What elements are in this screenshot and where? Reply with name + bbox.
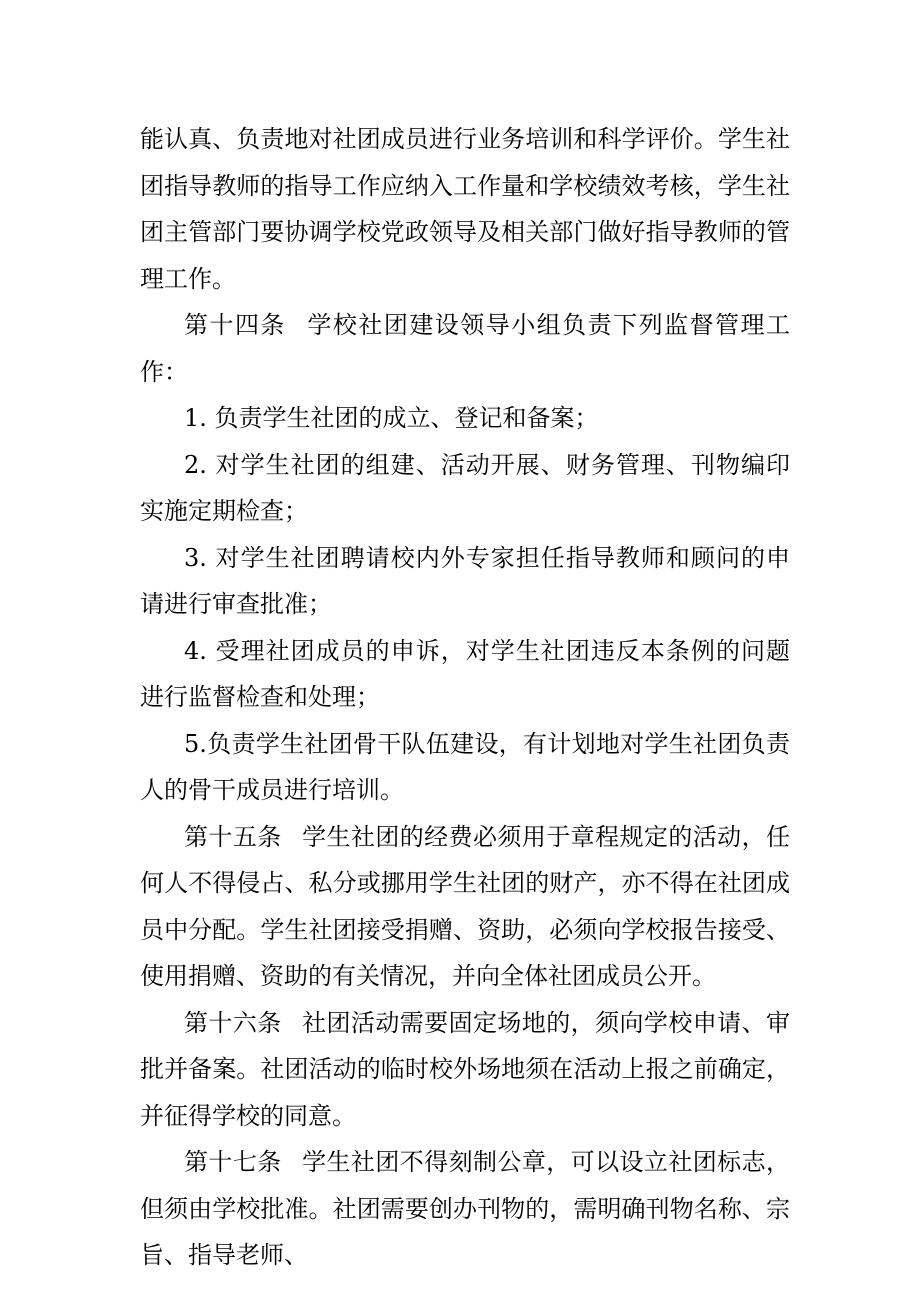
list-item-2 <box>140 442 790 535</box>
paragraph-text: 社团活动需要固定场地的，须向学校申请、审批并备案。社团活动的临时校外场地须在活动上报之前确定，并征得学校的同意。 <box>140 1008 791 1130</box>
list-item-4 <box>140 628 790 721</box>
article-17 <box>140 1139 790 1279</box>
paragraph-text: 能认真、负责地对社团成员进行业务培训和科学评价。学生社团指导教师的指导工作应纳入工作量和学校绩效考核，学生社团主管部门要协调学校党政领导及相关部门做好指导教师的管理工作。 <box>140 125 790 293</box>
article-number: 第十六条 <box>184 1008 282 1037</box>
paragraph-text: 2. 对学生社团的组建、活动开展、财务管理、刊物编印实施定期检查； <box>140 450 790 525</box>
paragraph-text: 1. 负责学生社团的成立、登记和备案； <box>184 404 599 432</box>
paragraph-text: 4. 受理社团成员的申诉，对学生社团违反本条例的问题进行监督检查和处理； <box>140 636 790 711</box>
article-number: 第十五条 <box>184 822 282 851</box>
list-item-5 <box>140 721 790 814</box>
paragraph-text: 学生社团的经费必须用于章程规定的活动，任何人不得侵占、私分或挪用学生社团的财产，亦不得在社团成员中分配。学生社团接受捐赠、资助，必须向学校报告接受、使用捐赠、资助的有关情况，并向全体社团成员公开。 <box>140 822 791 990</box>
article-number: 第十四条 <box>184 311 286 339</box>
paragraph-text: 3. 对学生社团聘请校内外专家担任指导教师和顾问的申请进行审查批准； <box>140 543 790 618</box>
paragraph-continuation <box>140 116 790 302</box>
paragraph-text: 学生社团不得刻制公章，可以设立社团标志，但须由学校批准。社团需要创办刊物的，需明确刊物名称、宗旨、指导老师、 <box>140 1148 791 1269</box>
paragraph-text: 学校社团建设领导小组负责下列监督管理工作： <box>140 311 791 386</box>
paragraph-text: 5.负责学生社团骨干队伍建设，有计划地对学生社团负责人的骨干成员进行培训。 <box>140 729 790 804</box>
document-page <box>140 116 790 1279</box>
list-item-3 <box>140 535 790 628</box>
list-item-1 <box>140 395 790 442</box>
article-15 <box>140 814 790 1000</box>
article-number: 第十七条 <box>184 1148 282 1176</box>
article-16 <box>140 1000 790 1140</box>
article-14 <box>140 302 790 395</box>
